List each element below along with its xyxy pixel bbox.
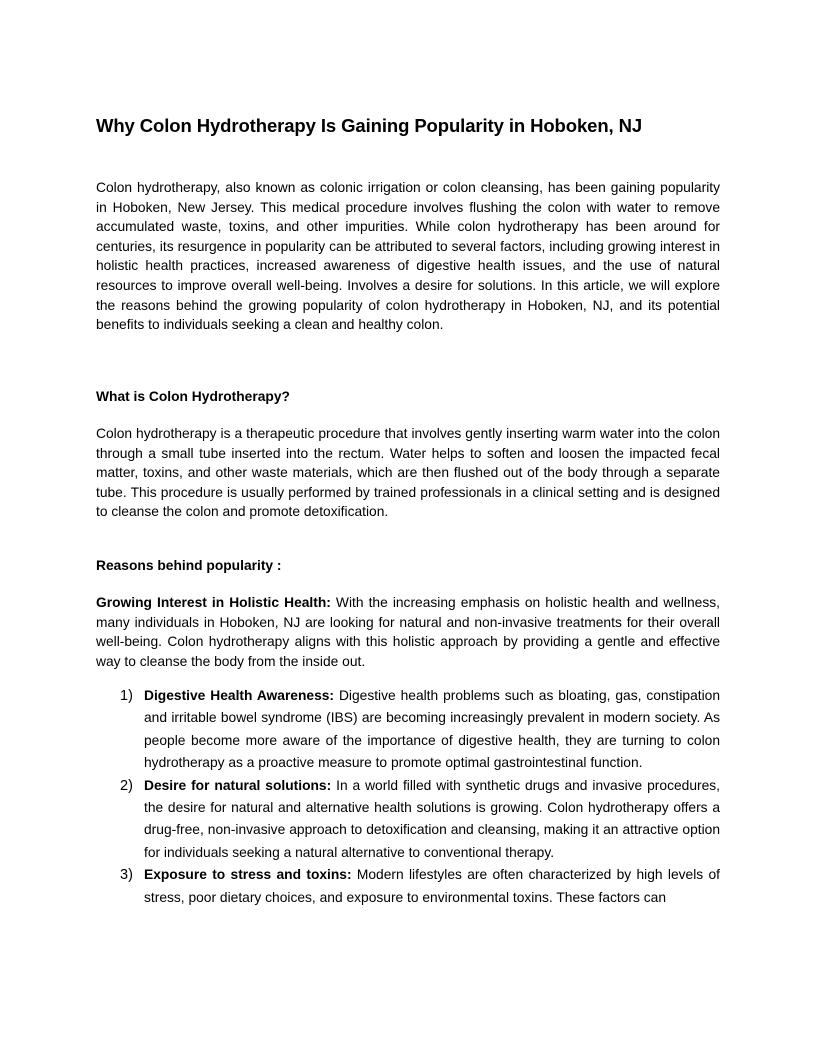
section-body-what-is: Colon hydrotherapy is a therapeutic procedure that involves gently inserting warm water into the colon through a small tube inserted into the rectum. Water helps to soften and loosen the impacted fecal matter, toxins, and other waste materials, which are then flushed out of the body through a separate tube. This procedure is usually performed by trained professionals in a clinical setting and is designed to cleanse the colon and promote detoxification. xyxy=(96,426,720,520)
list-item-number: 2) xyxy=(120,777,133,794)
section-heading-reasons: Reasons behind popularity : xyxy=(96,558,282,573)
reasons-lead-label: Growing Interest in Holistic Health: xyxy=(96,595,331,610)
reasons-lead-paragraph xyxy=(96,593,720,671)
list-item xyxy=(96,864,720,909)
list-item-label: Desire for natural solutions: xyxy=(144,777,332,793)
reasons-lead-text: With the increasing emphasis on holistic health and wellness, many individuals in Hoboken, NJ are looking for natural and non-invasive treatments for their overall well-being. Colon hydrotherapy aligns with this holistic approach by providing a gentle and effective way to cleanse the body from the inside out. xyxy=(96,595,720,669)
list-item-text: Digestive health problems such as bloating, gas, constipation and irritable bowel syndrome (IBS) are becoming increasingly prevalent in modern society. As people become more aware of the importance of digestive health, they are turning to colon hydrotherapy as a proactive measure to promote optimal gastrointestinal function. xyxy=(144,688,720,771)
list-item-label: Exposure to stress and toxins: xyxy=(144,867,352,883)
list-item-number: 1) xyxy=(120,688,133,704)
list-item-text: In a world filled with synthetic drugs and invasive procedures, the desire for natural and alternative health solutions is growing. Colon hydrotherapy offers a drug-free, non-invasive approach to detoxification and cleansing, making it an attractive option for individuals seeking a natural alternative to conventional therapy. xyxy=(144,777,720,860)
list-item xyxy=(96,685,720,775)
section-heading-what-is: What is Colon Hydrotherapy? xyxy=(96,389,290,404)
reasons-list xyxy=(96,685,720,909)
list-item-label: Digestive Health Awareness: xyxy=(144,688,335,703)
page-title: Why Colon Hydrotherapy Is Gaining Popularity in Hoboken, NJ xyxy=(96,115,643,136)
list-item xyxy=(96,775,720,865)
list-item-text: Modern lifestyles are often characterized by high levels of stress, poor dietary choices, and exposure to environmental toxins. These factors can xyxy=(144,867,720,905)
intro-paragraph: Colon hydrotherapy, also known as colonic irrigation or colon cleansing, has been gaining popularity in Hoboken, New Jersey. This medical procedure involves flushing the colon with water to remove accumulated waste, toxins, and other impurities. While colon hydrotherapy has been around for centuries, its resurgence in popularity can be attributed to several factors, including growing interest in holistic health practices, increased awareness of digestive health issues, and the use of natural resources to improve overall well-being. Involves a desire for solutions. In this article, we will explore the reasons behind the growing popularity of colon hydrotherapy in Hoboken, NJ, and its potential benefits to individuals seeking a clean and healthy colon. xyxy=(96,180,720,333)
list-item-number: 3) xyxy=(120,867,133,884)
